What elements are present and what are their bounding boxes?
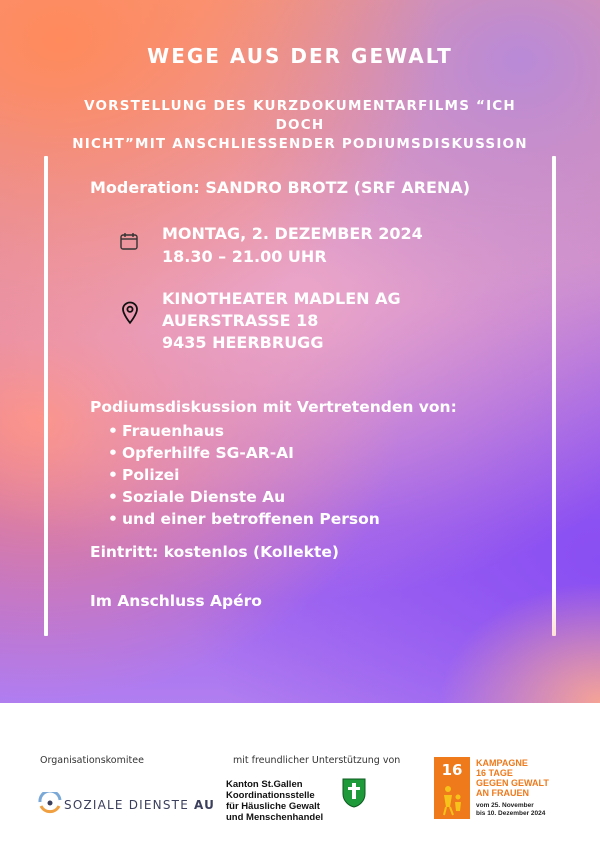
apero-text: Im Anschluss Apéro [90, 592, 262, 610]
kampagne-dates: vom 25. November bis 10. Dezember 2024 [476, 802, 546, 817]
event-location [162, 288, 401, 354]
venue-name: KINOTHEATER MADLEN AG [162, 289, 401, 308]
list-item: • Polizei [108, 466, 180, 484]
list-item: • Opferhilfe SG-AR-AI [108, 444, 294, 462]
map-pin-icon [121, 301, 139, 329]
kanton-logo-text: Kanton St.Gallen Koordinationsstelle für Häusliche Gewalt und Menschenhandel [226, 779, 324, 823]
left-divider [44, 156, 48, 636]
soziale-dienste-logo-text: SOZIALE DIENSTE AU [64, 798, 216, 812]
moderation-text: Moderation: SANDRO BROTZ (SRF ARENA) [90, 178, 471, 197]
podium-list [108, 420, 380, 530]
subtitle-line-1: VORSTELLUNG DES KURZDOKUMENTARFILMS “ICH DOCH [84, 98, 516, 133]
venue-city: 9435 HEERBRUGG [162, 333, 324, 352]
event-time: 18.30 – 21.00 UHR [162, 247, 327, 266]
list-item: • Frauenhaus [108, 422, 225, 440]
soziale-dienste-logo-icon [38, 792, 62, 818]
support-label: mit freundlicher Unterstützung von [233, 755, 401, 766]
org-label: Organisationskomitee [40, 755, 144, 766]
kampagne-logo-icon [434, 757, 470, 819]
st-gallen-crest-icon [342, 778, 366, 812]
event-date-time [162, 222, 423, 268]
podium-heading: Podiumsdiskussion mit Vertretenden von: [90, 398, 457, 416]
kampagne-text: KAMPAGNE 16 TAGE GEGEN GEWALT AN FRAUEN [476, 758, 549, 798]
event-date: MONTAG, 2. DEZEMBER 2024 [162, 224, 423, 243]
list-item: • und einer betroffenen Person [108, 510, 380, 528]
admission-text: Eintritt: kostenlos (Kollekte) [90, 543, 339, 561]
subtitle-line-2: NICHT”MIT ANSCHLIESSENDER PODIUMSDISKUSSION [72, 136, 528, 152]
list-item: • Soziale Dienste Au [108, 488, 286, 506]
right-divider [552, 156, 556, 636]
calendar-icon [119, 231, 139, 255]
page-title: WEGE AUS DER GEWALT [147, 44, 453, 68]
kampagne-number: 16 [441, 761, 463, 779]
venue-street: AUERSTRASSE 18 [162, 311, 319, 330]
subtitle [60, 97, 540, 154]
